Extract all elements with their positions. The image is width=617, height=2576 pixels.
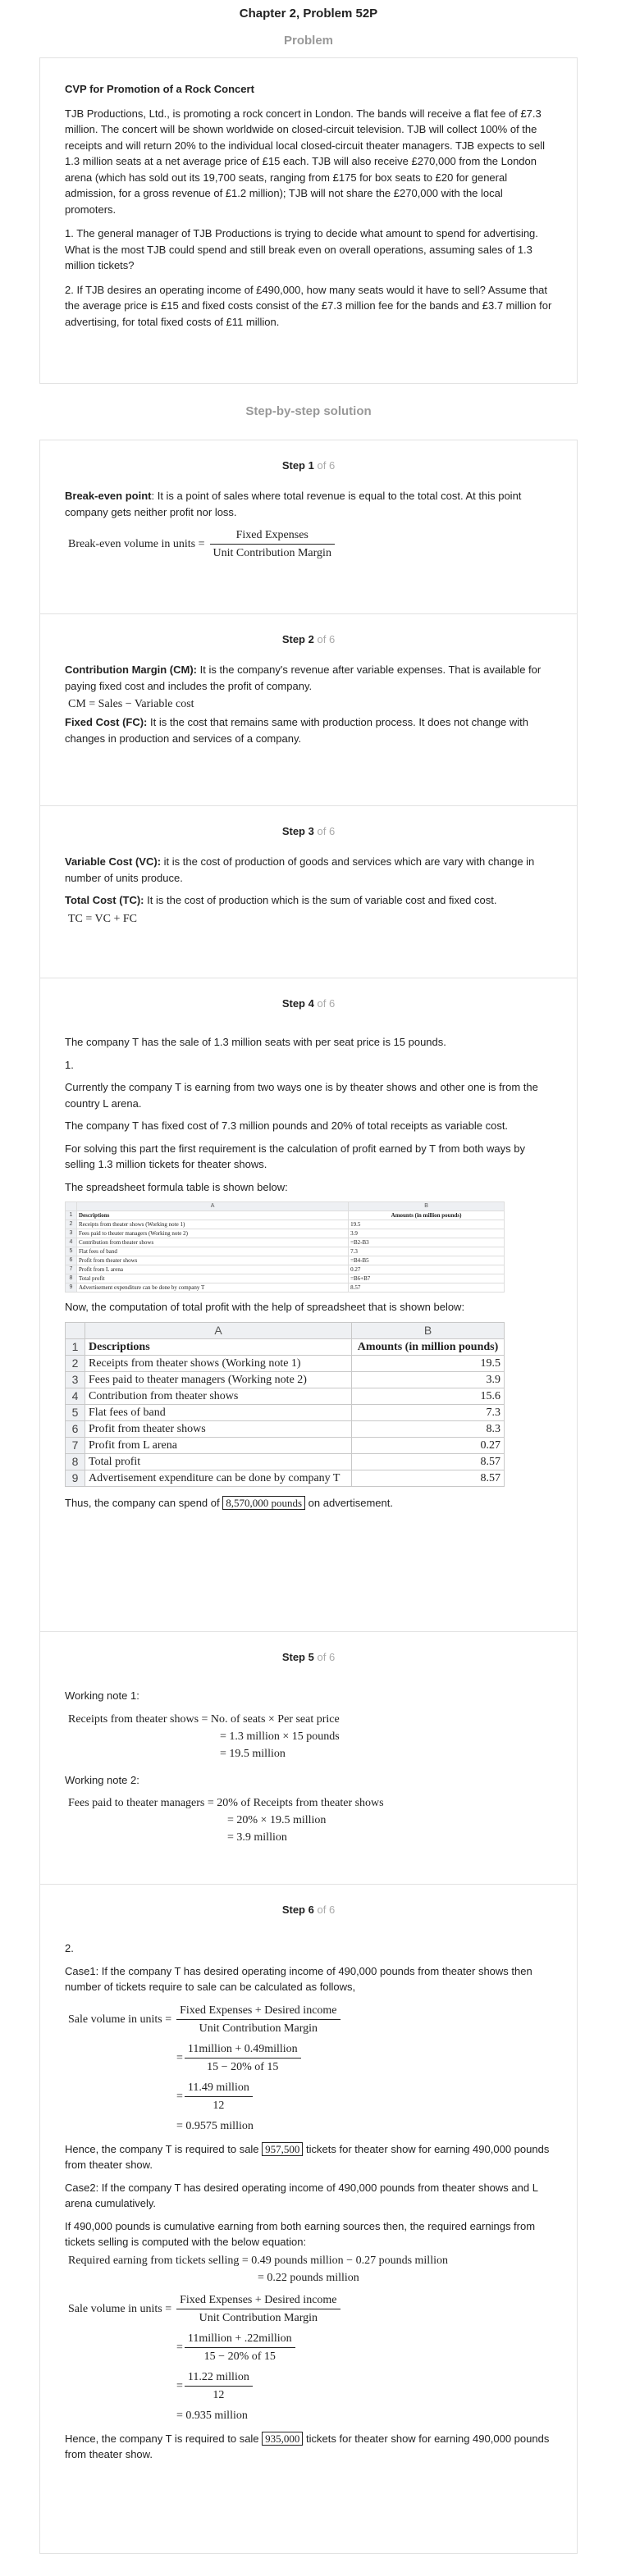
tc-definition bbox=[65, 892, 552, 909]
vc-definition bbox=[65, 854, 552, 886]
spreadsheet-row bbox=[66, 1238, 505, 1247]
description-cell: Flat fees of band bbox=[77, 1247, 349, 1256]
working-note-2-label: Working note 2: bbox=[65, 1773, 139, 1786]
equation-line bbox=[65, 2079, 552, 2114]
row-number: 9 bbox=[66, 1283, 77, 1293]
description-cell: Advertisement expenditure can be done by company T bbox=[77, 1283, 349, 1293]
fraction-denominator: Unit Contribution Margin bbox=[199, 2311, 318, 2324]
row-number: 5 bbox=[66, 1404, 85, 1420]
spreadsheet-row bbox=[66, 1220, 505, 1229]
step-total: of 6 bbox=[317, 1904, 336, 1916]
spreadsheet-row bbox=[66, 1265, 505, 1274]
spreadsheet-row bbox=[66, 1355, 505, 1371]
step-number: 2 bbox=[308, 633, 314, 645]
spreadsheet-row bbox=[66, 1420, 505, 1437]
amount-cell: 3.9 bbox=[349, 1229, 505, 1238]
amount-cell: =B4-B5 bbox=[349, 1256, 505, 1265]
part-label: 2. bbox=[65, 1942, 74, 1954]
fraction-numerator: Fixed Expenses + Desired income bbox=[176, 2002, 340, 2020]
conclusion-text: tickets for theater show for earning 490,000 pounds from theater show. bbox=[65, 2432, 550, 2460]
step-prefix: Step bbox=[281, 1904, 305, 1916]
working-note-1 bbox=[65, 1711, 552, 1762]
formula-fraction bbox=[185, 2040, 301, 2076]
description-cell: Flat fees of band bbox=[85, 1404, 352, 1420]
page-title: Chapter 2, Problem 52P bbox=[239, 7, 378, 21]
description-cell: Profit from L arena bbox=[85, 1437, 352, 1453]
description-cell: Receipts from theater shows (Working note 1) bbox=[77, 1220, 349, 1229]
spreadsheet-header-row bbox=[66, 1322, 505, 1338]
description-cell: Total profit bbox=[85, 1453, 352, 1470]
solution-card bbox=[39, 440, 578, 2554]
fraction-denominator: 12 bbox=[213, 2388, 225, 2401]
amount-cell: 19.5 bbox=[351, 1355, 504, 1371]
answer-box: 935,000 bbox=[262, 2432, 303, 2446]
case-1-text: Case1: If the company T has desired operating income of 490,000 pounds from theater shows then number of tickets require to sale can be calculated as follows, bbox=[65, 1964, 532, 1993]
case-2-calculation bbox=[65, 2252, 552, 2424]
problem-body: TJB Productions, Ltd., is promoting a rock concert in London. The bands will receive a flat fee of £7.3 million. The concert will be shown worldwide on closed-circuit television. TJB will collect 100% of the receipts and will return 20% to the individual local closed-circuit theater managers. TJB expects to sell 1.3 million seats at a net average price of £15 each. TJB will also receive £270,000 from the London arena (which has sold out its 19,700 seats, ranging from £175 for box seats to £20 for general admission, for a gross revenue of £1.2 million); TJB will not share the £270,000 with the local promoters. bbox=[65, 107, 546, 216]
row-number: 5 bbox=[66, 1247, 77, 1256]
amount-cell: 7.3 bbox=[351, 1404, 504, 1420]
formula-fraction bbox=[176, 2291, 340, 2327]
step-number: 5 bbox=[308, 1651, 314, 1663]
step-4-header bbox=[65, 978, 552, 1026]
spreadsheet-row bbox=[66, 1274, 505, 1283]
row-number: 8 bbox=[66, 1453, 85, 1470]
formula-spreadsheet bbox=[65, 1201, 505, 1293]
row-number: 7 bbox=[66, 1265, 77, 1274]
description-cell: Descriptions bbox=[77, 1211, 349, 1220]
equation-line: = 0.22 pounds million bbox=[258, 2271, 359, 2284]
cm-definition bbox=[65, 662, 552, 694]
column-header: B bbox=[351, 1322, 504, 1338]
formula-lhs: Sale volume in units = bbox=[68, 2013, 172, 2026]
amount-cell: 8.57 bbox=[351, 1453, 504, 1470]
step-total: of 6 bbox=[317, 459, 336, 472]
formula-lhs: Sale volume in units = bbox=[68, 2302, 172, 2315]
definition-text: it is the cost of production of goods and services which are vary with change in number of units produce. bbox=[65, 855, 535, 884]
row-number: 3 bbox=[66, 1371, 85, 1388]
step-4-text: The company T has fixed cost of 7.3 million pounds and 20% of total receipts as variable cost. bbox=[65, 1119, 509, 1132]
step-prefix: Step bbox=[281, 1651, 305, 1663]
step-4-text: For solving this part the first requirement is the calculation of profit earned by T from both ways by selling 1.3 million tickets for theater shows. bbox=[65, 1142, 525, 1170]
equation-line bbox=[65, 2002, 552, 2037]
equation-result: = 0.9575 million bbox=[176, 2119, 254, 2132]
value-spreadsheet bbox=[65, 1322, 505, 1487]
case-2-text: Case2: If the company T has desired operating income of 490,000 pounds from theater shows and L arena cumulatively. bbox=[65, 2181, 538, 2209]
answer-box: 957,500 bbox=[262, 2142, 303, 2156]
equation-line bbox=[65, 2369, 552, 2404]
conclusion-text: on advertisement. bbox=[305, 1496, 393, 1509]
step-4-text: Currently the company T is earning from two ways one is by theater shows and other one is from the country L arena. bbox=[65, 1081, 538, 1110]
case-1-conclusion bbox=[65, 2141, 552, 2173]
solution-section-label: Step-by-step solution bbox=[245, 404, 372, 418]
formula-fraction bbox=[185, 2330, 295, 2365]
formula-fraction bbox=[210, 527, 335, 562]
problem-section-label: Problem bbox=[283, 34, 333, 48]
problem-question-2: 2. If TJB desires an operating income of £490,000, how many seats would it have to sell? Assume that the average price is £15 and fixed costs consist of the £7.3 million fee for the bands and £3.7 million for advertising, for total fixed costs of £11 million. bbox=[65, 283, 552, 328]
step-number: 1 bbox=[308, 459, 314, 472]
row-number: 6 bbox=[66, 1256, 77, 1265]
column-header: A bbox=[85, 1322, 352, 1338]
step-1 bbox=[40, 440, 577, 614]
row-number: 3 bbox=[66, 1229, 77, 1238]
step-5-header bbox=[65, 1632, 552, 1680]
step-4-intro: The company T has the sale of 1.3 million seats with per seat price is 15 pounds. bbox=[65, 1036, 446, 1048]
spreadsheet-row bbox=[66, 1371, 505, 1388]
row-number: 4 bbox=[66, 1238, 77, 1247]
step-3-header bbox=[65, 806, 552, 854]
step-prefix: Step bbox=[281, 825, 305, 837]
row-number: 1 bbox=[66, 1338, 85, 1355]
step-1-header bbox=[65, 440, 552, 488]
spreadsheet-row bbox=[66, 1283, 505, 1293]
step-1-definition bbox=[65, 488, 552, 520]
row-number: 1 bbox=[66, 1211, 77, 1220]
spreadsheet-row bbox=[66, 1256, 505, 1265]
fraction-numerator: 11.49 million bbox=[185, 2079, 253, 2097]
step-number: 4 bbox=[308, 997, 314, 1010]
definition-text: It is the company's revenue after variable expenses. That is available for paying fixed cost and includes the profit of company. bbox=[65, 663, 542, 692]
step-number: 6 bbox=[308, 1904, 314, 1916]
amount-cell: =B6+B7 bbox=[349, 1274, 505, 1283]
equation-line: = 3.9 million bbox=[227, 1831, 287, 1844]
equation-line bbox=[65, 2040, 552, 2076]
description-cell: Advertisement expenditure can be done by company T bbox=[85, 1470, 352, 1486]
description-cell: Profit from L arena bbox=[77, 1265, 349, 1274]
answer-box: 8,570,000 pounds bbox=[222, 1496, 305, 1510]
column-header: A bbox=[77, 1202, 349, 1211]
spreadsheet-row bbox=[66, 1453, 505, 1470]
case-1-calculation bbox=[65, 2002, 552, 2135]
spreadsheet-header-row bbox=[66, 1202, 505, 1211]
step-total: of 6 bbox=[317, 825, 336, 837]
row-number: 2 bbox=[66, 1355, 85, 1371]
step-3 bbox=[40, 806, 577, 978]
step-4-text: The spreadsheet formula table is shown below: bbox=[65, 1180, 288, 1193]
step-prefix: Step bbox=[281, 633, 305, 645]
fc-definition bbox=[65, 714, 552, 746]
conclusion-text: Hence, the company T is required to sale bbox=[65, 2432, 263, 2445]
amount-cell: 8.3 bbox=[351, 1420, 504, 1437]
fraction-denominator: 15 − 20% of 15 bbox=[203, 2350, 276, 2363]
step-4-text: Now, the computation of total profit with the help of spreadsheet that is shown below: bbox=[65, 1301, 465, 1313]
description-cell: Profit from theater shows bbox=[85, 1420, 352, 1437]
equation-line: Receipts from theater shows = No. of seats × Per seat price bbox=[68, 1712, 340, 1726]
fraction-numerator: 11million + .22million bbox=[185, 2330, 295, 2348]
problem-card bbox=[39, 57, 578, 384]
spreadsheet-row bbox=[66, 1388, 505, 1404]
step-6 bbox=[40, 1885, 577, 2553]
formula-fraction bbox=[176, 2002, 340, 2037]
description-cell: Receipts from theater shows (Working note 1) bbox=[85, 1355, 352, 1371]
amount-cell: 0.27 bbox=[349, 1265, 505, 1274]
fraction-numerator: Fixed Expenses + Desired income bbox=[176, 2291, 340, 2309]
spreadsheet-row bbox=[66, 1247, 505, 1256]
fraction-denominator: 15 − 20% of 15 bbox=[207, 2060, 279, 2073]
cm-formula: CM = Sales − Variable cost bbox=[68, 698, 194, 710]
spreadsheet-row bbox=[66, 1229, 505, 1238]
amount-cell: 8.57 bbox=[349, 1283, 505, 1293]
equals-sign: = bbox=[176, 2341, 183, 2354]
case-2-text: If 490,000 pounds is cumulative earning from both earning sources then, the required earnings from tickets selling is computed with the below equation: bbox=[65, 2219, 536, 2248]
row-number: 2 bbox=[66, 1220, 77, 1229]
row-number: 9 bbox=[66, 1470, 85, 1486]
conclusion-text: Thus, the company can spend of bbox=[65, 1496, 223, 1509]
definition-text: It is the cost of production which is the sum of variable cost and fixed cost. bbox=[144, 894, 497, 906]
conclusion-text: Hence, the company T is required to sale bbox=[65, 2142, 263, 2155]
equation-line bbox=[65, 2330, 552, 2365]
definition-text: It is the cost that remains same with production process. It does not change with changes in production and services of a company. bbox=[65, 716, 529, 745]
equation-line: = 20% × 19.5 million bbox=[227, 1814, 327, 1826]
description-cell: Total profit bbox=[77, 1274, 349, 1283]
formula-lhs: Break-even volume in units = bbox=[68, 538, 205, 550]
equals-sign: = bbox=[176, 2090, 183, 2103]
equation-line: Fees paid to theater managers = 20% of Receipts from theater shows bbox=[68, 1797, 384, 1809]
amount-cell: 0.27 bbox=[351, 1437, 504, 1453]
equals-sign: = bbox=[176, 2379, 183, 2392]
formula-fraction bbox=[185, 2369, 253, 2404]
working-note-1-label: Working note 1: bbox=[65, 1689, 139, 1702]
amount-cell: =B2-B3 bbox=[349, 1238, 505, 1247]
amount-cell: Amounts (in million pounds) bbox=[349, 1211, 505, 1220]
step-4-conclusion bbox=[65, 1495, 552, 1511]
step-2 bbox=[40, 614, 577, 806]
equation-result: = 0.935 million bbox=[176, 2409, 248, 2422]
amount-cell: 7.3 bbox=[349, 1247, 505, 1256]
equation-line: = 19.5 million bbox=[220, 1747, 286, 1760]
fraction-denominator: Unit Contribution Margin bbox=[213, 547, 331, 559]
term-fc: Fixed Cost (FC): bbox=[65, 716, 148, 728]
spreadsheet-row bbox=[66, 1470, 505, 1486]
break-even-formula bbox=[65, 527, 552, 562]
equation-line: = 1.3 million × 15 pounds bbox=[220, 1730, 340, 1743]
amount-cell: 15.6 bbox=[351, 1388, 504, 1404]
step-4 bbox=[40, 978, 577, 1632]
formula-fraction bbox=[185, 2079, 253, 2114]
description-cell: Fees paid to theater managers (Working note 2) bbox=[77, 1229, 349, 1238]
description-cell: Contribution from theater shows bbox=[77, 1238, 349, 1247]
equation-line bbox=[65, 2291, 552, 2327]
term-vc: Variable Cost (VC): bbox=[65, 855, 162, 868]
step-total: of 6 bbox=[317, 633, 336, 645]
fraction-numerator: Fixed Expenses bbox=[210, 527, 335, 545]
row-number: 6 bbox=[66, 1420, 85, 1437]
fraction-denominator: 12 bbox=[213, 2099, 225, 2112]
spreadsheet-row bbox=[66, 1404, 505, 1420]
step-prefix: Step bbox=[281, 459, 305, 472]
description-cell: Contribution from theater shows bbox=[85, 1388, 352, 1404]
step-total: of 6 bbox=[317, 1651, 336, 1663]
problem-heading: CVP for Promotion of a Rock Concert bbox=[65, 83, 254, 95]
term-break-even: Break-even point bbox=[65, 490, 152, 502]
conclusion-text: tickets for theater show for earning 490,000 pounds from theater show. bbox=[65, 2142, 550, 2171]
working-note-2 bbox=[65, 1794, 552, 1846]
step-number: 3 bbox=[308, 825, 314, 837]
term-tc: Total Cost (TC): bbox=[65, 894, 144, 906]
fraction-numerator: 11.22 million bbox=[185, 2369, 253, 2387]
spreadsheet-row bbox=[66, 1338, 505, 1355]
amount-cell: 8.57 bbox=[351, 1470, 504, 1486]
spreadsheet-row bbox=[66, 1211, 505, 1220]
tc-formula: TC = VC + FC bbox=[68, 912, 137, 925]
equals-sign: = bbox=[176, 2051, 183, 2064]
row-number: 4 bbox=[66, 1388, 85, 1404]
equation-line: Required earning from tickets selling = 0.49 pounds million − 0.27 pounds million bbox=[68, 2254, 448, 2267]
description-cell: Profit from theater shows bbox=[77, 1256, 349, 1265]
description-cell: Fees paid to theater managers (Working note 2) bbox=[85, 1371, 352, 1388]
step-total: of 6 bbox=[317, 997, 336, 1010]
amount-cell: 19.5 bbox=[349, 1220, 505, 1229]
spreadsheet-row bbox=[66, 1437, 505, 1453]
step-5 bbox=[40, 1632, 577, 1885]
part-label: 1. bbox=[65, 1058, 74, 1071]
row-number: 8 bbox=[66, 1274, 77, 1283]
fraction-numerator: 11million + 0.49million bbox=[185, 2040, 301, 2059]
term-cm: Contribution Margin (CM): bbox=[65, 663, 198, 676]
problem-question-1: 1. The general manager of TJB Productions is trying to decide what amount to spend for advertising. What is the most TJB could spend and still break even on overall operations, assuming sales of 1.3 million tickets? bbox=[65, 227, 538, 271]
row-number: 7 bbox=[66, 1437, 85, 1453]
amount-cell: Amounts (in million pounds) bbox=[351, 1338, 504, 1355]
description-cell: Descriptions bbox=[85, 1338, 352, 1355]
fraction-denominator: Unit Contribution Margin bbox=[199, 2022, 318, 2035]
step-prefix: Step bbox=[281, 997, 305, 1010]
definition-text: : It is a point of sales where total revenue is equal to the total cost. At this point company gets neither profit nor loss. bbox=[65, 490, 522, 518]
column-header: B bbox=[349, 1202, 505, 1211]
step-2-header bbox=[65, 614, 552, 662]
amount-cell: 3.9 bbox=[351, 1371, 504, 1388]
step-6-header bbox=[65, 1885, 552, 1932]
case-2-conclusion bbox=[65, 2431, 552, 2463]
